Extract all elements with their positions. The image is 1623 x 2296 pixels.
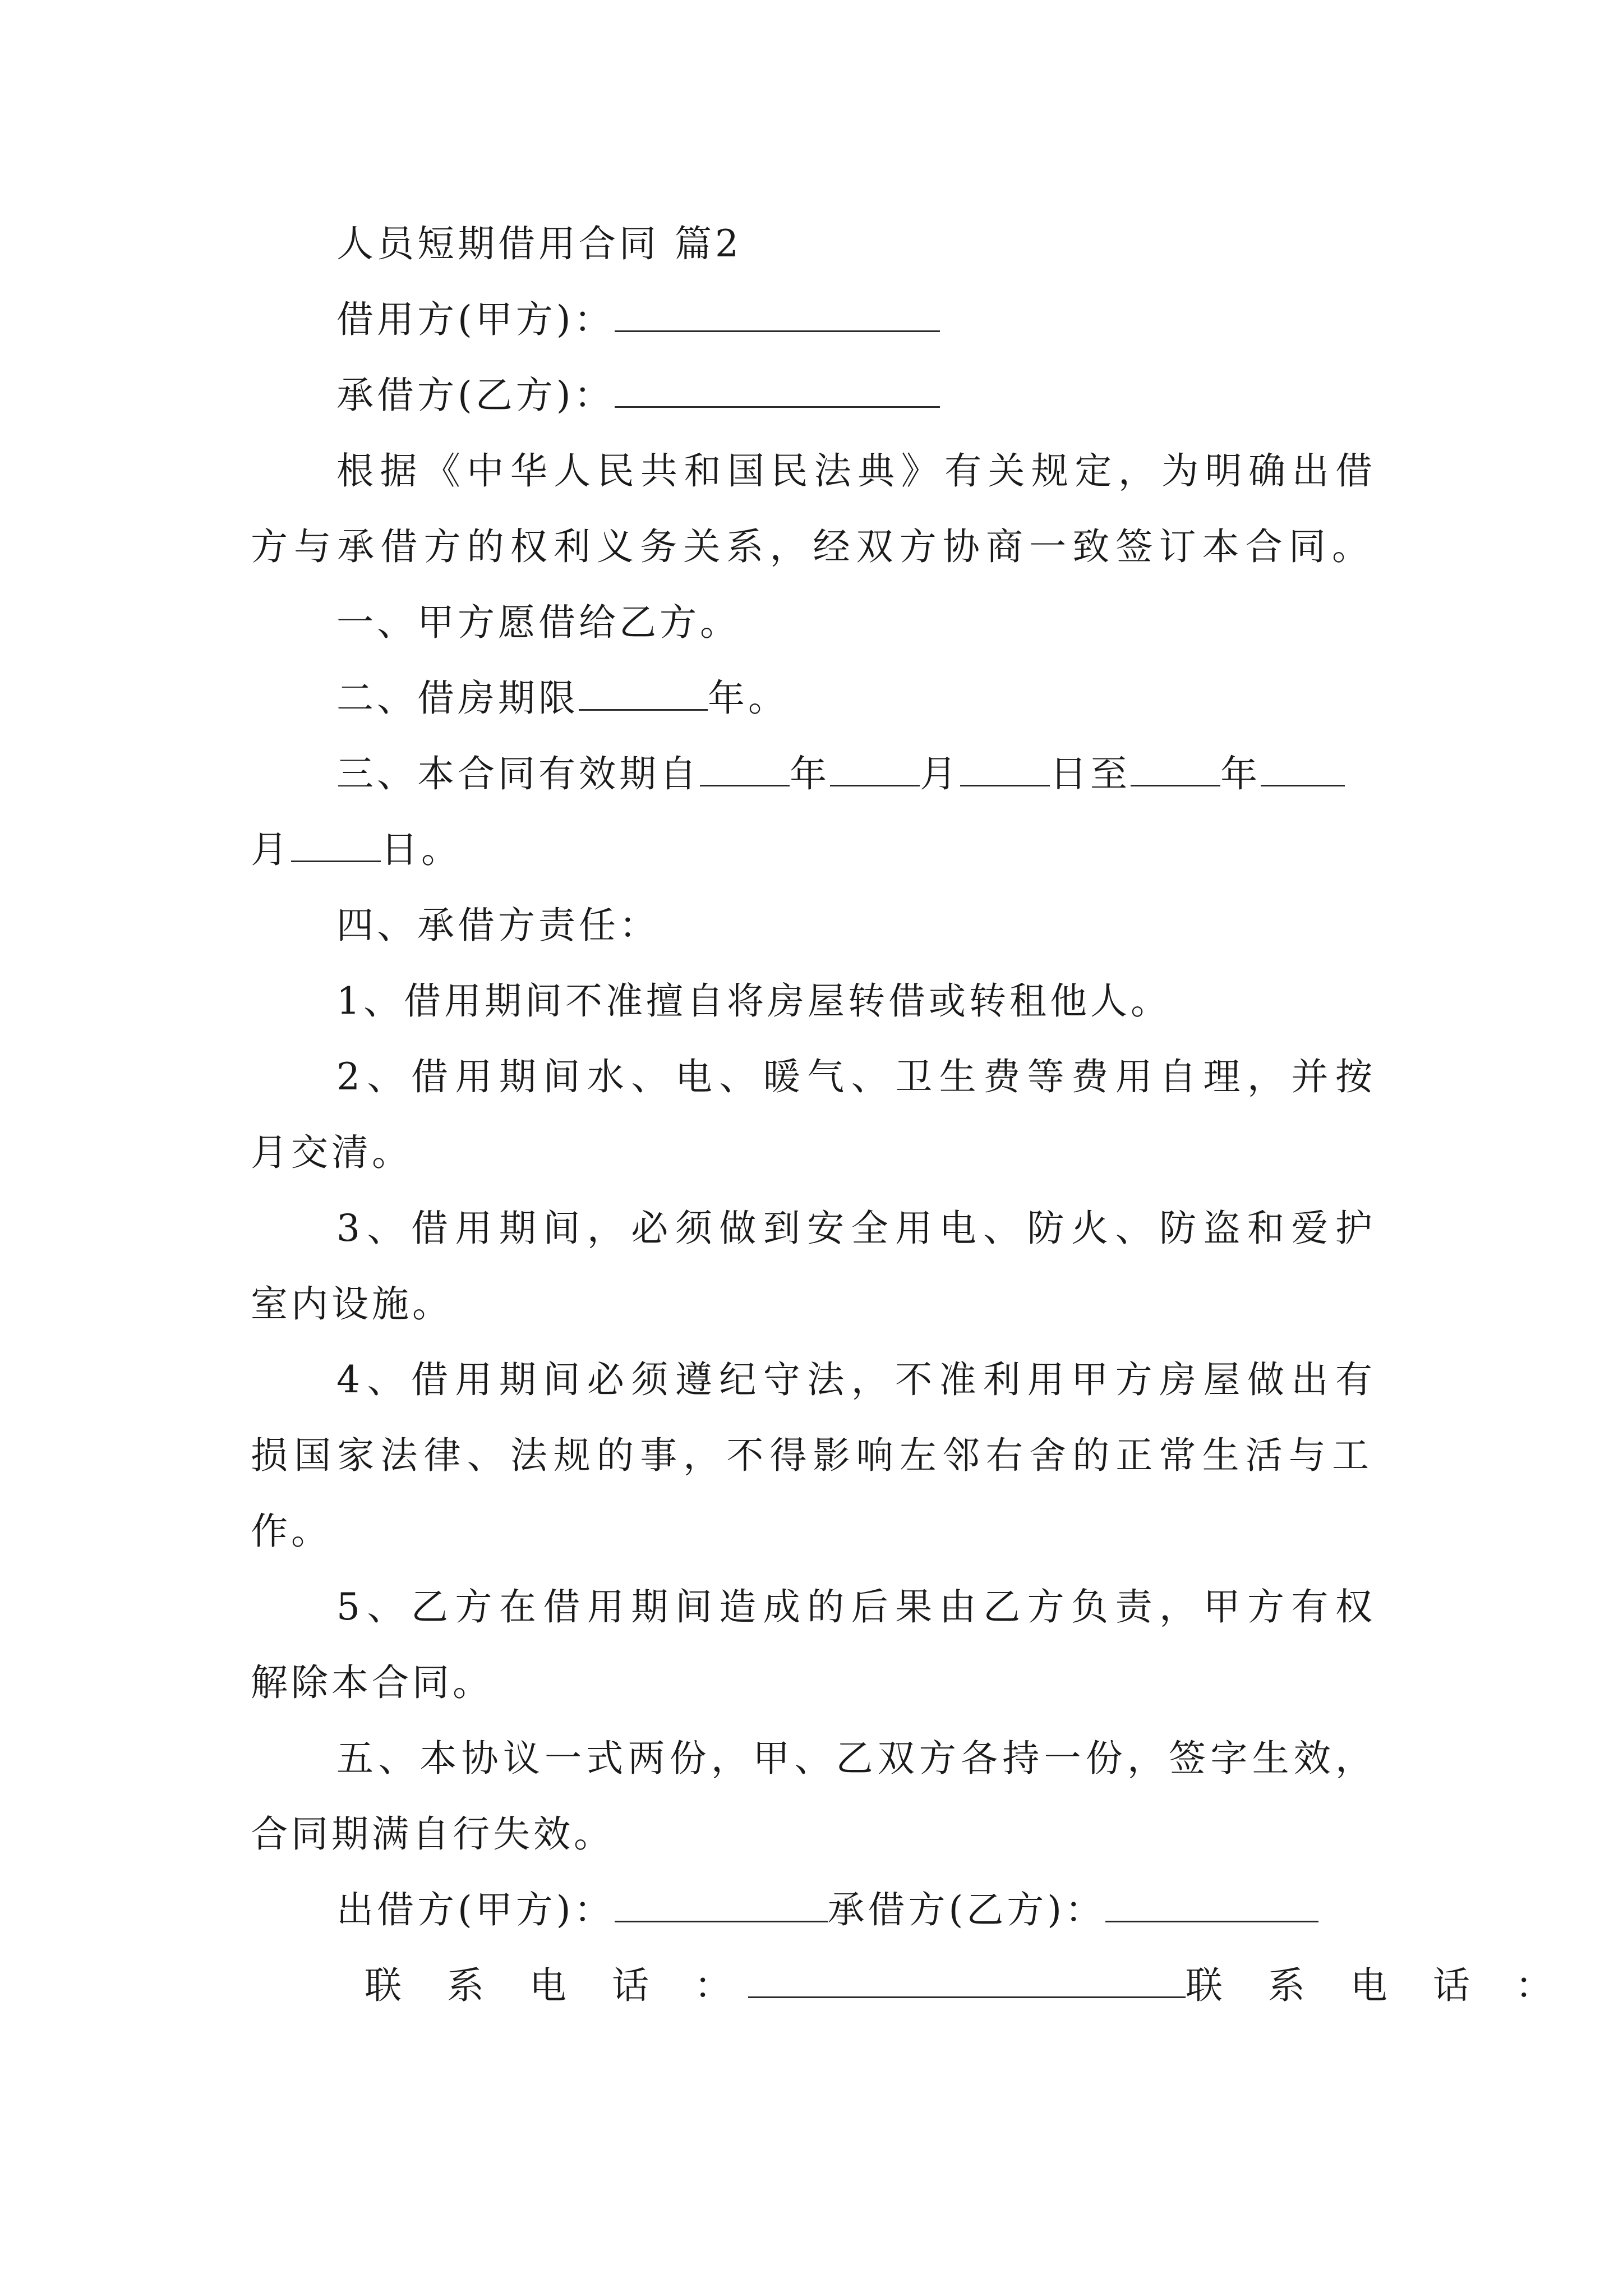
intro-line-2: 方与承借方的权利义务关系，经双方协商一致签订本合同。 bbox=[251, 525, 1372, 568]
phone-blank-1 bbox=[748, 1965, 1186, 1998]
duty-3-line-1: 3、借用期间，必须做到安全用电、防火、防盗和爱护 bbox=[336, 1207, 1376, 1250]
party-b-line bbox=[336, 373, 940, 418]
end-day-blank bbox=[291, 829, 381, 862]
party-a-blank bbox=[615, 299, 940, 332]
clause-5-line-1: 五、本协议一式两份，甲、乙双方各持一份，签字生效， bbox=[336, 1737, 1376, 1780]
duty-4-line-1: 4、借用期间必须遵纪守法，不准利用甲方房屋做出有 bbox=[336, 1358, 1376, 1401]
duty-2-line-2: 月交清。 bbox=[251, 1131, 412, 1174]
duty-1: 1、借用期间不准擅自将房屋转借或转租他人。 bbox=[336, 979, 1171, 1023]
signature-line bbox=[336, 1888, 1318, 1932]
intro-line-1: 根据《中华人民共和国民法典》有关规定，为明确出借 bbox=[336, 449, 1376, 493]
term-years-blank bbox=[579, 678, 708, 711]
duty-4-line-2: 损国家法律、法规的事，不得影响左邻右舍的正常生活与工 bbox=[251, 1434, 1372, 1477]
lender-label: 出借方(甲方)： bbox=[336, 1888, 615, 1931]
borrower-label: 承借方(乙方)： bbox=[827, 1888, 1105, 1931]
clause-1: 一、甲方愿借给乙方。 bbox=[336, 601, 740, 644]
clause-5-line-2: 合同期满自行失效。 bbox=[251, 1812, 614, 1856]
phone-line bbox=[365, 1963, 1569, 2008]
lender-blank bbox=[615, 1889, 828, 1922]
duty-3-line-2: 室内设施。 bbox=[251, 1282, 453, 1326]
duty-2-line-1: 2、借用期间水、电、暖气、卫生费等费用自理，并按 bbox=[336, 1055, 1376, 1098]
phone-label-1: 联 系 电 话 ： bbox=[365, 1964, 748, 2007]
duty-5-line-1: 5、乙方在借用期间造成的后果由乙方负责，甲方有权 bbox=[336, 1585, 1376, 1628]
party-a-label: 借用方(甲方)： bbox=[336, 298, 615, 341]
document-title: 人员短期借用合同 篇2 bbox=[336, 222, 742, 265]
clause-2: 二、借房期限 年。 bbox=[336, 677, 789, 720]
start-year-blank bbox=[700, 753, 790, 786]
duty-4-line-3: 作。 bbox=[251, 1510, 331, 1553]
clause-3-line-1: 三、本合同有效期自 年 月 日至 年 bbox=[336, 752, 1345, 797]
clause-4-heading: 四、承借方责任： bbox=[336, 904, 660, 947]
duty-5-line-2: 解除本合同。 bbox=[251, 1661, 493, 1704]
start-day-blank bbox=[960, 753, 1050, 786]
borrower-blank bbox=[1105, 1889, 1318, 1922]
end-month-blank-trail bbox=[1261, 753, 1345, 786]
party-b-label: 承借方(乙方)： bbox=[336, 374, 615, 417]
end-year-blank bbox=[1131, 753, 1220, 786]
clause-3-line-2: 月 日。 bbox=[251, 828, 462, 871]
start-month-blank bbox=[830, 753, 920, 786]
party-b-blank bbox=[615, 375, 940, 408]
phone-label-2: 联 系 电 话 ： bbox=[1185, 1964, 1569, 2007]
party-a-line bbox=[336, 297, 940, 342]
